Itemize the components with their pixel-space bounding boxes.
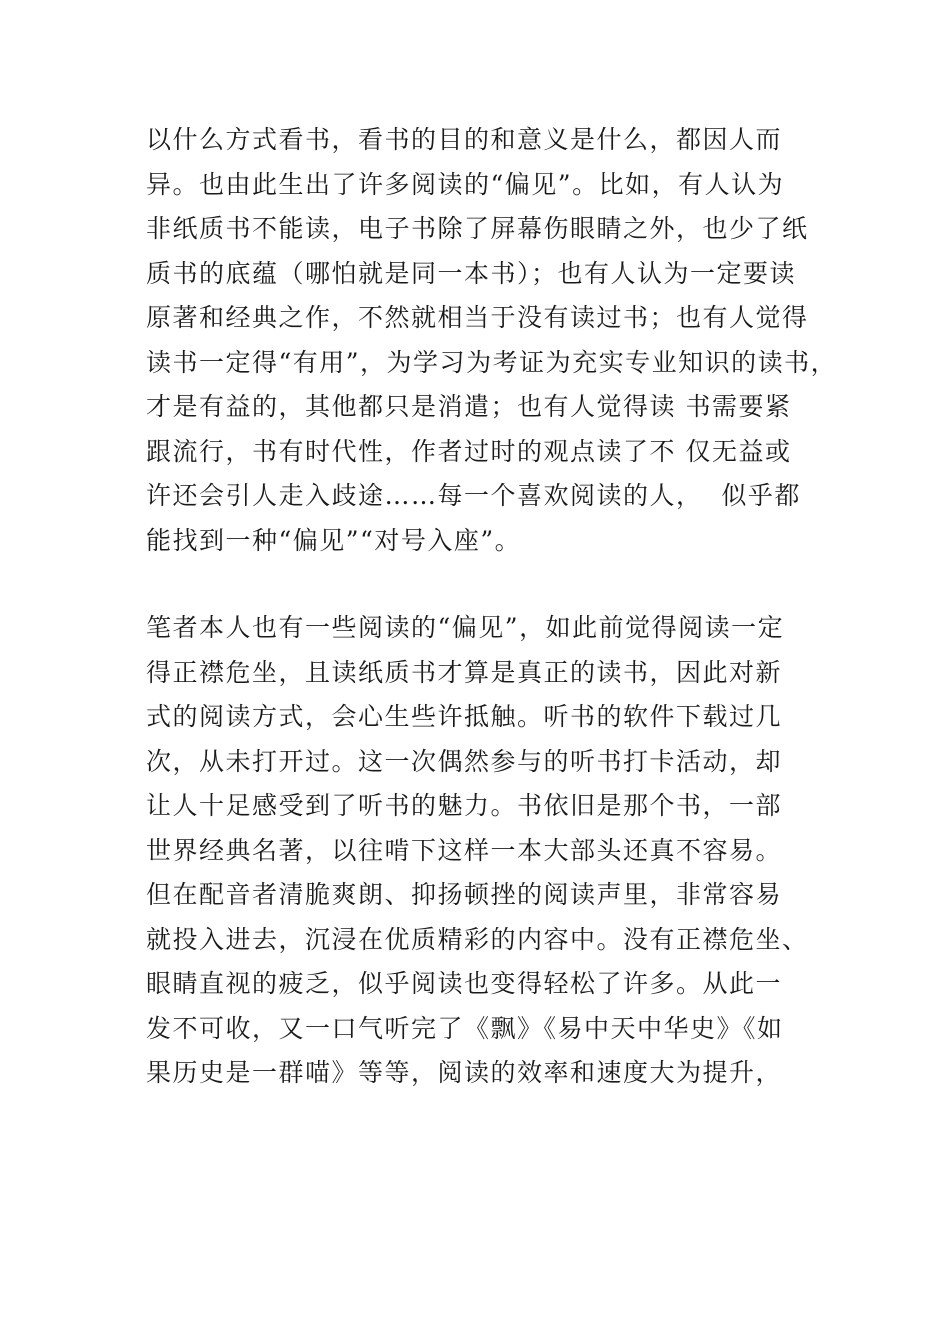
- text-line: 笔者本人也有一些阅读的“偏见”，如此前觉得阅读一定: [146, 613, 785, 642]
- text-line: 得正襟危坐，且读纸质书才算是真正的读书，因此对新: [146, 657, 783, 687]
- text-line: 次，从未打开过。这一次偶然参与的听书打卡活动，却: [146, 746, 783, 776]
- paragraph-reading-prejudices: [146, 118, 846, 563]
- text-line: 质书的底蕴（哪怕就是同一本书）；也有人认为一定要读: [146, 258, 797, 288]
- text-line: 眼睛直视的疲乏，似乎阅读也变得轻松了许多。从此一: [146, 969, 783, 998]
- text-line: 发不可收，又一口气听完了《飘》《易中天中华史》《如: [146, 1013, 784, 1043]
- text-line: 能找到一种“偏见”“对号入座”。: [146, 525, 522, 555]
- paragraph-author-experience: [146, 606, 846, 1096]
- text-line: 以什么方式看书，看书的目的和意义是什么，都因人而: [146, 125, 783, 154]
- text-line: 世界经典名著，以往啃下这样一本大部头还真不容易。: [146, 835, 783, 865]
- text-line: 读书一定得“有用”，为学习为考证为充实专业知识的读书，: [146, 347, 838, 377]
- text-line: 就投入进去，沉浸在优质精彩的内容中。没有正襟危坐、: [146, 924, 809, 954]
- text-line: 原著和经典之作，不然就相当于没有读过书；也有人觉得: [146, 303, 809, 332]
- text-line: 果历史是一群喵》等等，阅读的效率和速度大为提升，: [146, 1058, 783, 1087]
- text-line: 才是有益的，其他都只是消遣；也有人觉得读 书需要紧: [146, 392, 792, 421]
- text-line: 让人十足感受到了听书的魅力。书依旧是那个书，一部: [146, 791, 783, 820]
- text-line: 异。也由此生出了许多阅读的“偏见”。比如，有人认为: [146, 169, 785, 199]
- text-line: 跟流行，书有时代性，作者过时的观点读了不 仅无益或: [146, 436, 792, 466]
- text-line: 非纸质书不能读，电子书除了屏幕伤眼睛之外，也少了纸: [146, 214, 809, 243]
- text-line: 许还会引人走入歧途……每一个喜欢阅读的人， 似乎都: [146, 481, 801, 510]
- text-line: 式的阅读方式，会心生些许抵触。听书的软件下载过几: [146, 702, 783, 731]
- text-line: 但在配音者清脆爽朗、抑扬顿挫的阅读声里，非常容易: [146, 880, 783, 909]
